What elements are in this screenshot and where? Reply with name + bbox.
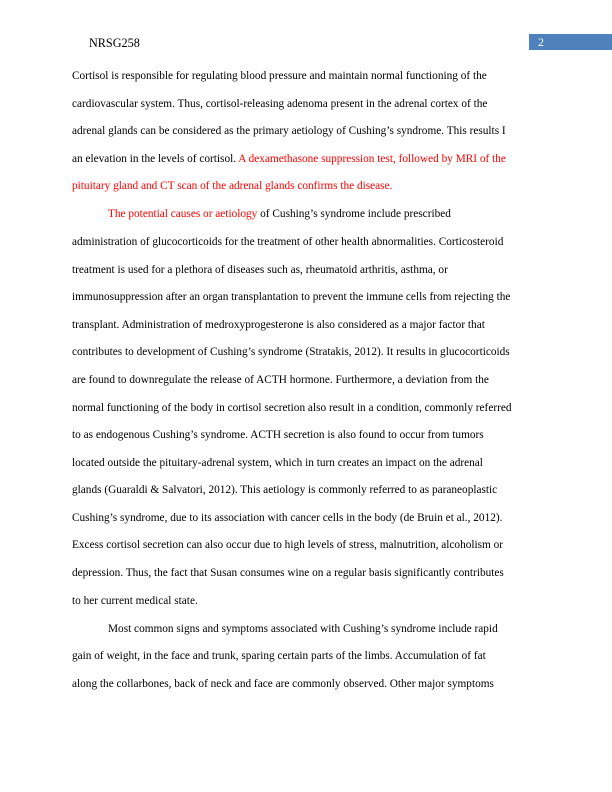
text-line: along the collarbones, back of neck and face are commonly observed. Other major symptoms — [72, 677, 494, 690]
text-line: cardiovascular system. Thus, cortisol-releasing adenoma present in the adrenal cortex of the — [72, 97, 488, 110]
text-line: depression. Thus, the fact that Susan consumes wine on a regular basis significantly contributes — [72, 567, 504, 580]
text-line: administration of glucocorticoids for the treatment of other health abnormalities. Corticosteroid — [72, 235, 504, 248]
text-line: immunosuppression after an organ transplantation to prevent the immune cells from rejecting the — [72, 291, 511, 304]
text-line — [72, 146, 542, 174]
text-line: to as endogenous Cushing’s syndrome. ACTH secretion is also found to occur from tumors — [72, 429, 484, 442]
text-line: glands (Guaraldi & Salvatori, 2012). This aetiology is commonly referred to as paraneoplastic — [72, 484, 498, 497]
highlighted-text: The potential causes or aetiology — [108, 208, 258, 221]
text-line: Most common signs and symptoms associated with Cushing’s syndrome include rapid — [108, 622, 498, 635]
text-line: transplant. Administration of medroxyprogesterone is also considered as a major factor that — [72, 318, 485, 331]
text-line: Cushing’s syndrome, due to its association with cancer cells in the body (de Bruin et al., 2012). — [72, 511, 503, 524]
page-number-bar — [529, 34, 612, 50]
text-line: treatment is used for a plethora of diseases such as, rheumatoid arthritis, asthma, or — [72, 263, 448, 276]
paragraph-symptoms — [72, 616, 542, 699]
header-course-code: NRSG258 — [89, 36, 140, 50]
text-line: normal functioning of the body in cortisol secretion also result in a condition, commonly referred — [72, 401, 512, 414]
text-line: gain of weight, in the face and trunk, sparing certain parts of the limbs. Accumulation of fat — [72, 650, 486, 663]
paragraph-aetiology — [72, 201, 542, 615]
highlighted-text-line: pituitary gland and CT scan of the adrenal glands confirms the disease. — [72, 180, 393, 193]
text-line: are found to downregulate the release of ACTH hormone. Furthermore, a deviation from the — [72, 373, 489, 386]
text-line: Excess cortisol secretion can also occur due to high levels of stress, malnutrition, alcoholism or — [72, 539, 504, 552]
text-span: an elevation in the levels of cortisol. — [72, 152, 239, 165]
text-line: contributes to development of Cushing’s syndrome (Stratakis, 2012). It results in glucocorticoids — [72, 346, 510, 359]
text-line: to her current medical state. — [72, 594, 198, 607]
document-body — [72, 63, 542, 698]
highlighted-text: A dexamethasone suppression test, followed by MRI of the — [238, 152, 506, 165]
text-line: Cortisol is responsible for regulating blood pressure and maintain normal functioning of the — [72, 70, 487, 82]
text-span: of Cushing’s syndrome include prescribed — [257, 208, 451, 221]
paragraph-cortisol-function — [72, 63, 542, 201]
text-line: located outside the pituitary-adrenal system, which in turn creates an impact on the adrenal — [72, 456, 483, 469]
text-line: adrenal glands can be considered as the primary aetiology of Cushing’s syndrome. This results I — [72, 125, 506, 138]
page-number: 2 — [538, 35, 544, 49]
text-line — [72, 201, 542, 229]
